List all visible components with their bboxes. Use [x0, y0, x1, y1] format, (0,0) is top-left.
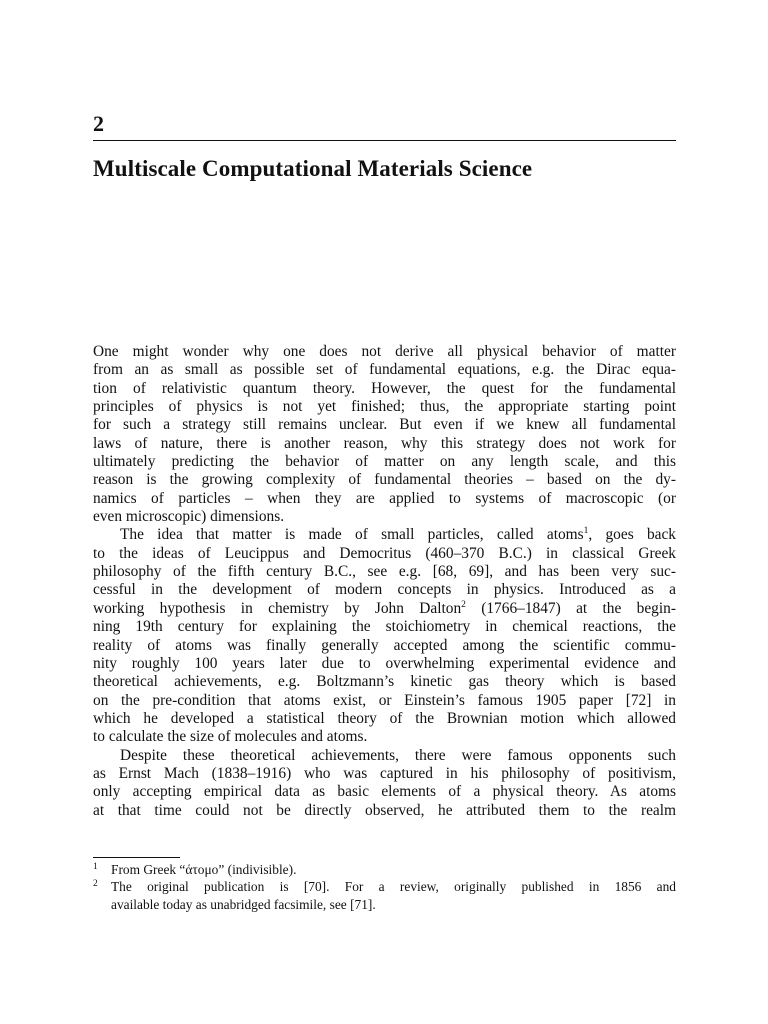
- text-line: from an as small as possible set of fundamental equations, e.g. the Dirac equa-: [93, 361, 676, 379]
- text-line: laws of nature, there is another reason, why this strategy does not work for: [93, 434, 676, 452]
- footnote-2-continuation: available today as unabridged facsimile, see [71].: [111, 896, 376, 912]
- text-line: only accepting empirical data as basic elements of a physical theory. As atoms: [93, 783, 676, 801]
- text-line: at that time could not be directly observed, he attributed them to the realm: [93, 801, 676, 819]
- footnote-number: 1: [93, 862, 98, 872]
- text-line: One might wonder why one does not derive all physical behavior of matter: [93, 343, 676, 360]
- footnote-text: The original publication is [70]. For a review, originally published in 1856 and: [111, 879, 676, 895]
- text-segment: (1766–1847) at the begin-: [465, 599, 676, 617]
- chapter-rule: [93, 140, 676, 141]
- text-line: nity roughly 100 years later due to overwhelming experimental evidence and: [93, 654, 676, 672]
- text-segment: , goes back: [588, 526, 676, 544]
- footnote-number: 2: [93, 879, 98, 890]
- text-line: theoretical achievements, e.g. Boltzmann’s kinetic gas theory which is based: [93, 673, 676, 691]
- text-line: as Ernst Mach (1838–1916) who was captured in his philosophy of positivism,: [93, 764, 676, 782]
- footnotes: [93, 861, 676, 913]
- chapter-number: 2: [93, 111, 104, 136]
- body-text: [93, 343, 676, 820]
- text-line: Despite these theoretical achievements, there were famous opponents such: [120, 746, 676, 764]
- text-line: ning 19th century for explaining the stoichiometry in chemical reactions, the: [93, 618, 676, 636]
- footnote-rule: [93, 857, 180, 858]
- text-line: to calculate the size of molecules and atoms.: [93, 728, 368, 746]
- text-line: reality of atoms was finally generally accepted among the scientific commu-: [93, 636, 676, 654]
- footnote-mark: 1: [583, 526, 589, 537]
- text-line: [93, 600, 676, 618]
- text-line: cessful in the development of modern concepts in physics. Introduced as a: [93, 581, 676, 599]
- text-line: ultimately predicting the behavior of matter on any length scale, and this: [93, 453, 676, 471]
- text-segment: The idea that matter is made of small particles, called atoms: [120, 526, 584, 544]
- text-line: tion of relativistic quantum theory. However, the quest for the fundamental: [93, 379, 676, 397]
- text-line: on the pre-condition that atoms exist, or Einstein’s famous 1905 paper [72] in: [93, 691, 676, 709]
- text-line: for such a strategy still remains unclear. But even if we knew all fundamental: [93, 416, 676, 434]
- text-line: principles of physics is not yet finished; thus, the appropriate starting point: [93, 398, 676, 416]
- text-line: reason is the growing complexity of fundamental theories – based on the dy-: [93, 471, 676, 489]
- text-line: even microscopic) dimensions.: [93, 508, 285, 526]
- footnote-1: [93, 861, 676, 878]
- text-line: which he developed a statistical theory of the Brownian motion which allowed: [93, 709, 676, 727]
- footnote-2: [93, 878, 676, 895]
- text-line: [93, 526, 676, 544]
- footnote-mark: 2: [461, 599, 466, 610]
- footnote-text: From Greek “άτομο” (indivisible).: [111, 862, 297, 877]
- chapter-title: Multiscale Computational Materials Science: [93, 156, 533, 181]
- text-line: philosophy of the fifth century B.C., see e.g. [68, 69], and has been very suc-: [93, 563, 676, 581]
- text-segment: working hypothesis in chemistry by John Dalton: [93, 599, 462, 617]
- text-line: namics of particles – when they are applied to systems of macroscopic (or: [93, 489, 676, 507]
- text-line: to the ideas of Leucippus and Democritus (460–370 B.C.) in classical Greek: [93, 544, 676, 562]
